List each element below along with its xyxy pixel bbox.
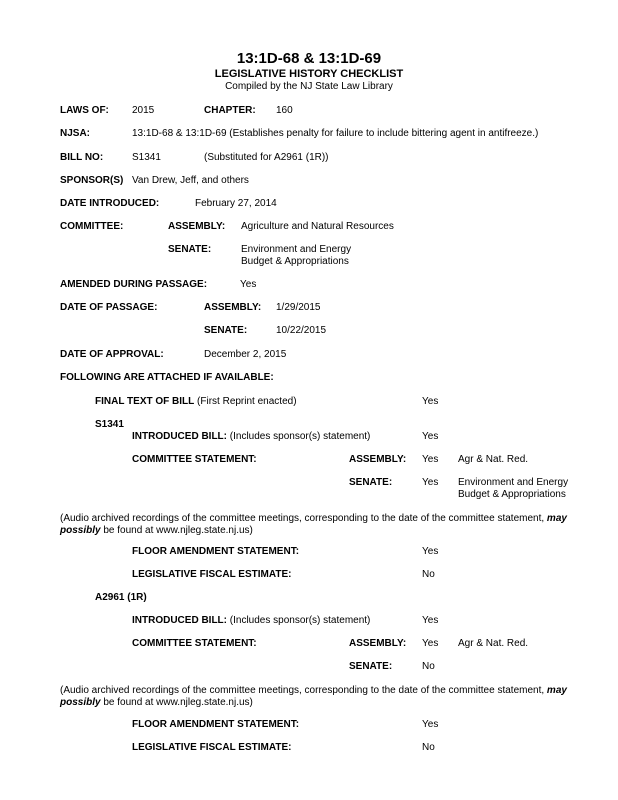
laws-of-label: LAWS OF: xyxy=(60,105,109,116)
s1341-audio-note-pre: (Audio archived recordings of the committee meetings, corresponding to the date of the committee statement, xyxy=(60,513,547,524)
a2961-introduced-rest: (Includes sponsor(s) statement) xyxy=(227,615,371,626)
sponsors-label: SPONSOR(S) xyxy=(60,175,124,186)
s1341-cs-senate-committee-2: Budget & Appropriations xyxy=(458,489,566,500)
a2961-introduced-bold: INTRODUCED BILL: xyxy=(132,615,227,626)
s1341-heading: S1341 xyxy=(95,419,124,430)
s1341-cs-senate-value: Yes xyxy=(422,477,439,488)
a2961-introduced-value: Yes xyxy=(422,615,439,626)
a2961-introduced-label xyxy=(132,615,370,627)
bill-no-value: S1341 xyxy=(132,152,161,163)
s1341-introduced-value: Yes xyxy=(422,431,439,442)
s1341-cs-senate-committee-1: Environment and Energy xyxy=(458,477,569,488)
a2961-cs-assembly-committee: Agr & Nat. Red. xyxy=(458,638,529,649)
compiled-by: Compiled by the NJ State Law Library xyxy=(225,81,393,92)
committee-assembly-label: ASSEMBLY: xyxy=(168,221,226,232)
s1341-committee-statement-label: COMMITTEE STATEMENT: xyxy=(132,454,257,465)
page-title: 13:1D-68 & 13:1D-69 xyxy=(236,50,382,67)
bill-no-label: BILL NO: xyxy=(60,152,104,163)
a2961-audio-note-em: may possibly xyxy=(60,685,567,708)
njsa-value: 13:1D-68 & 13:1D-69 (Establishes penalty for failure to include bittering agent in antifreeze.) xyxy=(132,128,539,139)
a2961-committee-statement-label: COMMITTEE STATEMENT: xyxy=(132,638,257,649)
passage-assembly-label: ASSEMBLY: xyxy=(204,302,262,313)
s1341-fiscal-value: No xyxy=(422,569,435,580)
a2961-floor-value: Yes xyxy=(422,719,439,730)
s1341-floor-label: FLOOR AMENDMENT STATEMENT: xyxy=(132,546,300,557)
passage-senate-value: 10/22/2015 xyxy=(276,325,327,336)
s1341-cs-assembly-committee: Agr & Nat. Red. xyxy=(458,454,529,465)
date-of-approval-label: DATE OF APPROVAL: xyxy=(60,349,164,360)
passage-senate-label: SENATE: xyxy=(204,325,248,336)
a2961-audio-note-pre: (Audio archived recordings of the committee meetings, corresponding to the date of the committee statement, xyxy=(60,685,547,696)
s1341-cs-senate-label: SENATE: xyxy=(349,477,393,488)
s1341-introduced-bold: INTRODUCED BILL: xyxy=(132,431,227,442)
amended-value: Yes xyxy=(240,279,257,290)
s1341-audio-note xyxy=(60,513,605,537)
s1341-audio-note-em: may possibly xyxy=(60,513,567,536)
final-text-value: Yes xyxy=(422,396,439,407)
njsa-label: NJSA: xyxy=(60,128,91,139)
chapter-value: 160 xyxy=(276,105,293,116)
chapter-label: CHAPTER: xyxy=(204,105,256,116)
attached-heading: FOLLOWING ARE ATTACHED IF AVAILABLE: xyxy=(60,372,274,383)
date-of-approval-value: December 2, 2015 xyxy=(204,349,287,360)
sponsors-value: Van Drew, Jeff, and others xyxy=(132,175,249,186)
a2961-floor-label: FLOOR AMENDMENT STATEMENT: xyxy=(132,719,300,730)
bill-no-note: (Substituted for A2961 (1R)) xyxy=(204,152,329,163)
final-text-label-bold: FINAL TEXT OF BILL xyxy=(95,396,195,407)
s1341-introduced-label xyxy=(132,431,370,443)
a2961-cs-senate-label: SENATE: xyxy=(349,661,393,672)
committee-senate-value-2: Budget & Appropriations xyxy=(241,256,349,267)
s1341-cs-assembly-value: Yes xyxy=(422,454,439,465)
final-text-label-rest: (First Reprint enacted) xyxy=(194,396,297,407)
date-introduced-value: February 27, 2014 xyxy=(195,198,277,209)
amended-label: AMENDED DURING PASSAGE: xyxy=(60,279,208,290)
s1341-fiscal-label: LEGISLATIVE FISCAL ESTIMATE: xyxy=(132,569,292,580)
committee-senate-label: SENATE: xyxy=(168,244,212,255)
date-of-passage-label: DATE OF PASSAGE: xyxy=(60,302,158,313)
page-subtitle: LEGISLATIVE HISTORY CHECKLIST xyxy=(214,68,404,80)
committee-assembly-value: Agriculture and Natural Resources xyxy=(241,221,394,232)
a2961-heading: A2961 (1R) xyxy=(95,592,147,603)
a2961-fiscal-value: No xyxy=(422,742,435,753)
a2961-cs-assembly-label: ASSEMBLY: xyxy=(349,638,407,649)
a2961-fiscal-label: LEGISLATIVE FISCAL ESTIMATE: xyxy=(132,742,292,753)
s1341-audio-note-post: be found at www.njleg.state.nj.us) xyxy=(100,525,253,536)
a2961-cs-assembly-value: Yes xyxy=(422,638,439,649)
date-introduced-label: DATE INTRODUCED: xyxy=(60,198,160,209)
a2961-audio-note xyxy=(60,685,605,709)
committee-label: COMMITTEE: xyxy=(60,221,124,232)
s1341-floor-value: Yes xyxy=(422,546,439,557)
s1341-introduced-rest: (Includes sponsor(s) statement) xyxy=(227,431,371,442)
final-text-label xyxy=(95,396,297,408)
laws-of-value: 2015 xyxy=(132,105,155,116)
s1341-cs-assembly-label: ASSEMBLY: xyxy=(349,454,407,465)
a2961-audio-note-post: be found at www.njleg.state.nj.us) xyxy=(100,697,253,708)
committee-senate-value-1: Environment and Energy xyxy=(241,244,352,255)
a2961-cs-senate-value: No xyxy=(422,661,435,672)
passage-assembly-value: 1/29/2015 xyxy=(276,302,321,313)
